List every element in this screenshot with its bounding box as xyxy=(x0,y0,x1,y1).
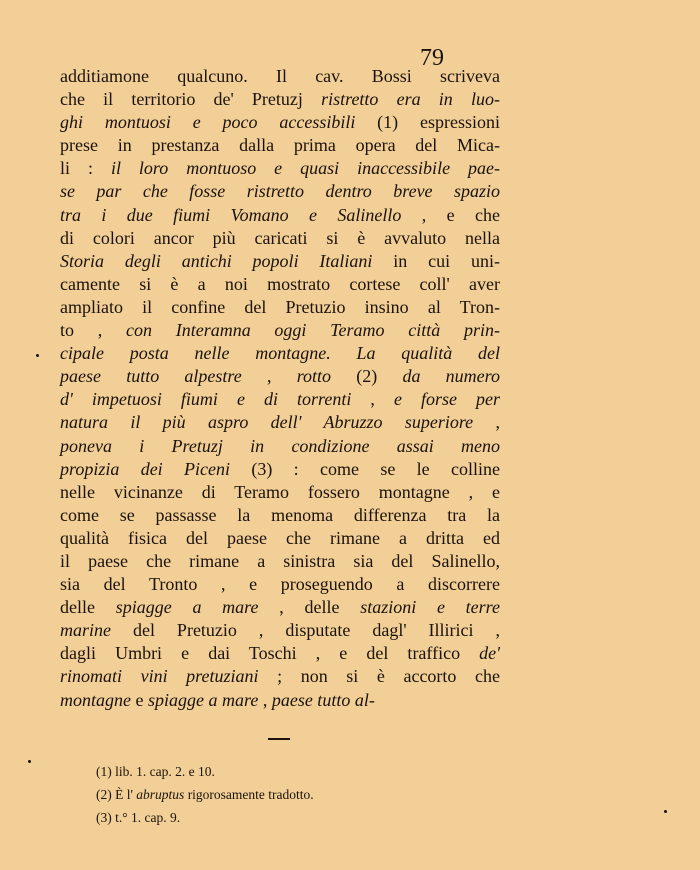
text-run: li : xyxy=(60,158,111,179)
italic-text-run: rotto xyxy=(296,366,332,387)
text-line xyxy=(60,665,500,688)
ink-speck xyxy=(664,810,667,813)
italic-text-run: marine xyxy=(60,620,111,641)
text-line xyxy=(60,689,500,712)
italic-text-run: Storia degli antichi popoli Italiani xyxy=(60,250,373,271)
text-run: dagli Umbri e dai Toschi , e del traffico xyxy=(60,643,480,664)
italic-text-run: il loro montuoso e quasi inaccessibile pae- xyxy=(110,158,500,179)
text-run: delle xyxy=(60,597,116,618)
text-line xyxy=(60,573,500,596)
text-line xyxy=(60,550,500,573)
italic-text-run: se par che fosse ristretto dentro breve spazio xyxy=(60,181,500,202)
text-run: camente si è a noi mostrato cortese coll' aver xyxy=(60,273,500,294)
text-run: , xyxy=(351,389,394,410)
italic-text-run: poneva i Pretuzj in condizione assai meno xyxy=(60,435,500,456)
text-line xyxy=(60,435,500,458)
text-run: (2) È l' xyxy=(96,787,137,802)
text-line xyxy=(60,250,500,273)
body-text xyxy=(60,65,500,712)
text-run: , xyxy=(258,689,272,710)
italic-text-run: stazioni e terre xyxy=(360,597,500,618)
italic-text-run: ristretto era in luo- xyxy=(321,89,500,110)
italic-text-run: abruptus xyxy=(136,787,185,802)
text-line xyxy=(60,204,500,227)
footnote xyxy=(96,760,456,783)
footnote xyxy=(96,806,456,829)
italic-text-run: da numero xyxy=(402,366,500,387)
text-run: additiamone qualcuno. Il cav. Bossi scriveva xyxy=(60,66,500,86)
text-line xyxy=(60,411,500,434)
italic-text-run: rinomati vini pretuziani xyxy=(60,666,259,687)
text-run: , e che xyxy=(401,204,501,225)
italic-text-run: propizia dei Piceni xyxy=(60,458,230,479)
text-line xyxy=(60,273,500,296)
text-line xyxy=(60,388,500,411)
text-run: (3) : come se le colline xyxy=(230,458,500,479)
text-run: nelle vicinanze di Teramo fossero montagne , e xyxy=(60,481,500,502)
text-run: , delle xyxy=(258,597,361,618)
text-run: (1) espressioni xyxy=(355,112,501,133)
text-line xyxy=(60,157,500,180)
text-line xyxy=(60,88,500,111)
italic-text-run: spiagge a mare xyxy=(115,597,259,618)
italic-text-run: paese tutto al- xyxy=(271,689,375,710)
italic-text-run: con Interamna oggi Teramo città prin- xyxy=(125,320,500,341)
italic-text-run: ghi montuosi e poco accessibili xyxy=(60,112,356,133)
text-run: to , xyxy=(60,320,126,341)
text-run: sia del Tronto , e proseguendo a discorrere xyxy=(60,574,500,595)
text-run: e xyxy=(131,689,148,710)
ink-speck xyxy=(28,760,31,763)
text-line xyxy=(60,504,500,527)
italic-text-run: tra i due fiumi Vomano e Salinello xyxy=(60,204,402,225)
text-run: qualità fisica del paese che rimane a dritta ed xyxy=(60,527,500,548)
text-run: in cui uni- xyxy=(372,250,500,271)
text-line xyxy=(60,65,500,88)
text-line xyxy=(60,342,500,365)
text-line xyxy=(60,642,500,665)
ink-speck xyxy=(36,354,39,357)
footnote-divider xyxy=(268,738,290,740)
text-line xyxy=(60,619,500,642)
text-line xyxy=(60,227,500,250)
text-line xyxy=(60,296,500,319)
text-line xyxy=(60,458,500,481)
italic-text-run: cipale posta nelle montagne. La qualità del xyxy=(60,343,500,364)
text-run: ; non si è accorto che xyxy=(258,666,500,687)
text-run: (3) t.° 1. cap. 9. xyxy=(96,810,181,825)
italic-text-run: d' impetuosi fiumi e di torrenti xyxy=(60,389,352,410)
italic-text-run: natura il più aspro dell' Abruzzo superiore xyxy=(60,412,474,433)
text-run: che il territorio de' Pretuzj xyxy=(60,89,322,110)
text-run: (2) xyxy=(331,366,403,387)
text-run: (1) lib. 1. cap. 2. e 10. xyxy=(96,764,215,779)
text-run: prese in prestanza dalla prima opera del Mica- xyxy=(60,135,500,156)
text-line xyxy=(60,365,500,388)
text-line xyxy=(60,134,500,157)
italic-text-run: e forse per xyxy=(393,389,501,410)
italic-text-run: spiagge a mare xyxy=(148,689,259,710)
text-run: di colori ancor più caricati si è avvaluto nella xyxy=(60,227,500,248)
text-run: il paese che rimane a sinistra sia del Salinello, xyxy=(60,550,500,571)
text-line xyxy=(60,527,500,550)
text-run: ampliato il confine del Pretuzio insino al Tron- xyxy=(60,296,500,317)
text-run: , xyxy=(241,366,297,387)
text-run: , xyxy=(473,412,500,433)
page-number: 79 xyxy=(420,45,444,71)
text-line xyxy=(60,180,500,203)
text-line xyxy=(60,111,500,134)
text-run: del Pretuzio , disputate dagl' Illirici , xyxy=(111,620,500,641)
italic-text-run: montagne xyxy=(60,689,131,710)
footnote xyxy=(96,783,456,806)
text-run: come se passasse la menoma differenza tra la xyxy=(60,504,500,525)
footnotes xyxy=(96,760,456,829)
text-line xyxy=(60,596,500,619)
text-line xyxy=(60,481,500,504)
italic-text-run: paese tutto alpestre xyxy=(60,366,242,387)
text-line xyxy=(60,319,500,342)
italic-text-run: de' xyxy=(479,643,500,664)
text-run: rigorosamente tradotto. xyxy=(184,787,314,802)
